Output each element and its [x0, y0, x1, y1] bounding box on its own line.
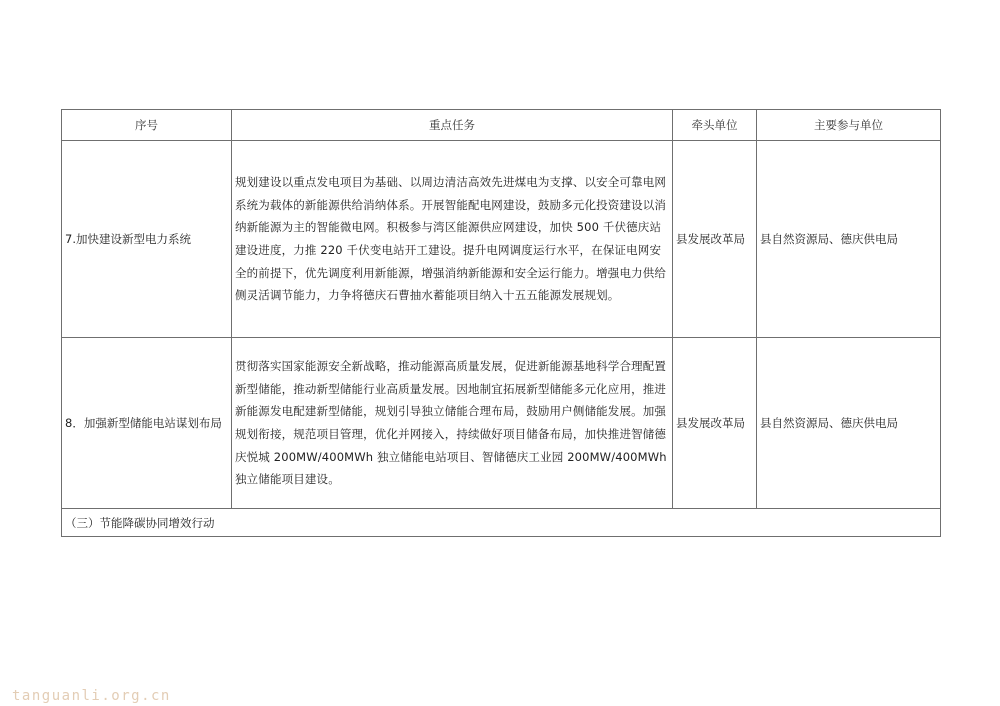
watermark: tanguanli.org.cn: [12, 688, 171, 704]
row-task-cell: 贯彻落实国家能源安全新战略，推动能源高质量发展，促进新能源基地科学合理配置新型储能，推动新型储能行业高质量发展。因地制宜拓展新型储能多元化应用，推进新能源发电配建新型储能，规划引导独立储能合理布局，鼓励用户侧储能发展。加强规划衔接，规范项目管理，优化并网接入，持续做好项目储备布局，加快推进智储德庆悦城 200MW/400MWh 独立储能电站项目、智储德庆工业园 200MW/400MWh 独立储能项目建设。: [232, 338, 673, 509]
header-task: 重点任务: [232, 110, 673, 141]
row-lead-cell: 县发展改革局: [673, 141, 757, 338]
row-seq-cell: 7.加快建设新型电力系统: [62, 141, 232, 338]
section-heading-row: [62, 509, 941, 537]
table-row: [62, 338, 941, 509]
row-participants-cell: 县自然资源局、德庆供电局: [757, 141, 941, 338]
table-header-row: [62, 110, 941, 141]
header-participants: 主要参与单位: [757, 110, 941, 141]
row-lead-cell: 县发展改革局: [673, 338, 757, 509]
row-task-cell: 规划建设以重点发电项目为基础、以周边清洁高效先进煤电为支撑、以安全可靠电网系统为载体的新能源供给消纳体系。开展智能配电网建设，鼓励多元化投资建设以消纳新能源为主的智能微电网。积极参与湾区能源供应网建设，加快 500 千伏德庆站建设进度，力推 220 千伏变电站开工建设。提升电网调度运行水平，在保证电网安全的前提下，优先调度利用新能源，增强消纳新能源和安全运行能力。增强电力供给侧灵活调节能力，力争将德庆石曹抽水蓄能项目纳入十五五能源发展规划。: [232, 141, 673, 338]
row-seq-cell: 8．加强新型储能电站谋划布局: [62, 338, 232, 509]
task-table: [61, 109, 941, 537]
table-row: [62, 141, 941, 338]
row-participants-cell: 县自然资源局、德庆供电局: [757, 338, 941, 509]
header-seq: 序号: [62, 110, 232, 141]
section-heading: （三）节能降碳协同增效行动: [62, 509, 941, 537]
header-lead: 牵头单位: [673, 110, 757, 141]
